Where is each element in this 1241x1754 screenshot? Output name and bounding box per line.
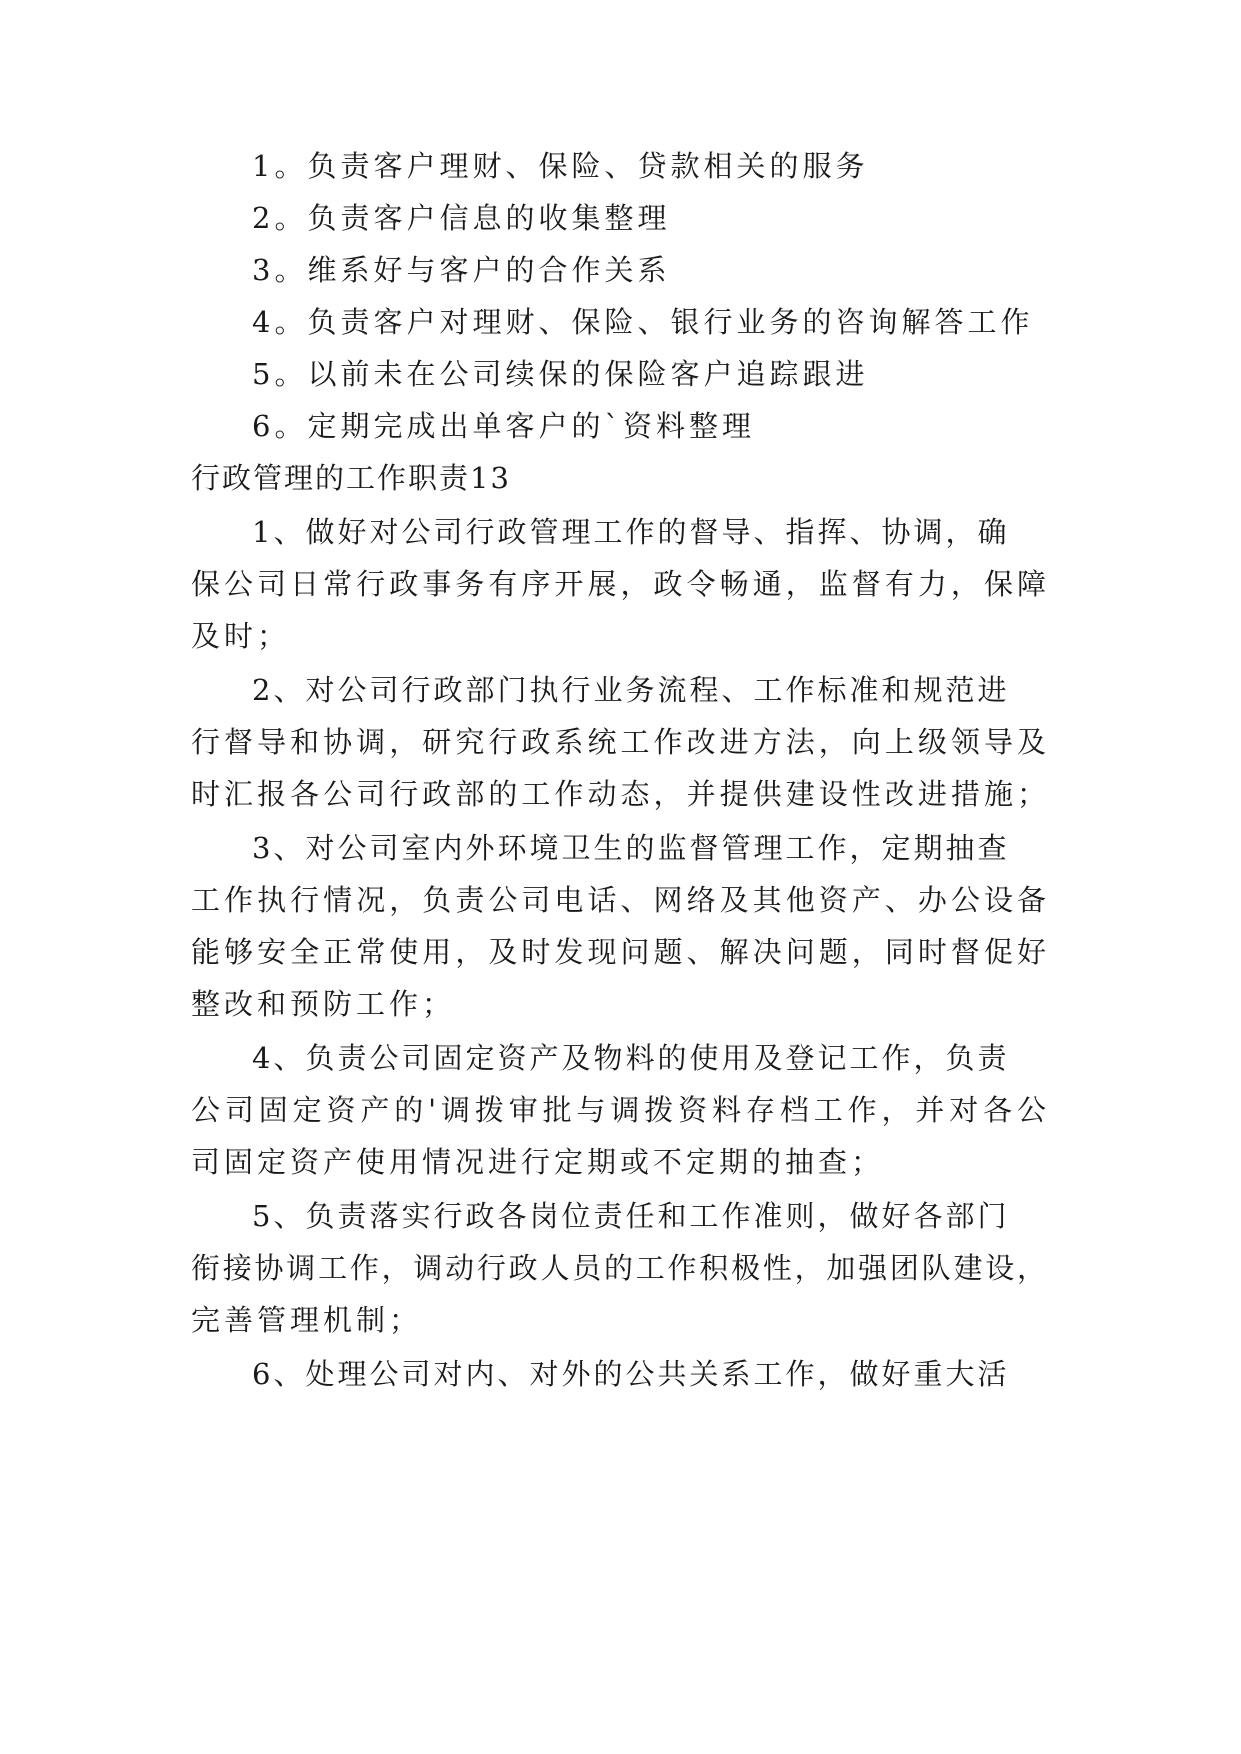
paragraph-line: 能够安全正常使用，及时发现问题、解决问题，同时督促好 <box>191 935 1046 969</box>
paragraph-line: 司固定资产使用情况进行定期或不定期的抽查； <box>191 1145 885 1179</box>
list-item: 3。维系好与客户的合作关系 <box>252 253 671 287</box>
section-heading: 行政管理的工作职责13 <box>191 461 511 495</box>
paragraph-line: 衔接协调工作，调动行政人员的工作积极性，加强团队建设， <box>191 1251 1046 1285</box>
list-item: 4。负责客户对理财、保险、银行业务的咨询解答工作 <box>252 305 1034 339</box>
paragraph-line: 5、负责落实行政各岗位责任和工作准则，做好各部门 <box>252 1199 1010 1233</box>
list-item: 1。负责客户理财、保险、贷款相关的服务 <box>252 149 869 183</box>
paragraph-line: 4、负责公司固定资产及物料的使用及登记工作，负责 <box>252 1041 1010 1075</box>
paragraph-line: 6、处理公司对内、对外的公共关系工作，做好重大活 <box>252 1357 1010 1391</box>
paragraph-line: 及时； <box>191 619 291 653</box>
list-item: 6。定期完成出单客户的`资料整理 <box>252 409 755 443</box>
paragraph-line: 2、对公司行政部门执行业务流程、工作标准和规范进 <box>252 673 1010 707</box>
paragraph-line: 时汇报各公司行政部的工作动态，并提供建设性改进措施； <box>191 777 1046 811</box>
paragraph-line: 公司固定资产的'调拨审批与调拨资料存档工作，并对各公 <box>191 1093 1046 1127</box>
paragraph-line: 保公司日常行政事务有序开展，政令畅通，监督有力，保障 <box>191 567 1046 601</box>
paragraph-line: 3、对公司室内外环境卫生的监督管理工作，定期抽查 <box>252 831 1010 865</box>
list-item: 5。以前未在公司续保的保险客户追踪跟进 <box>252 357 869 391</box>
paragraph-line: 1、做好对公司行政管理工作的督导、指挥、协调，确 <box>252 515 1010 549</box>
paragraph-line: 完善管理机制； <box>191 1303 423 1337</box>
paragraph-line: 行督导和协调，研究行政系统工作改进方法，向上级领导及 <box>191 725 1046 759</box>
paragraph-line: 工作执行情况，负责公司电话、网络及其他资产、办公设备 <box>191 883 1046 917</box>
list-item: 2。负责客户信息的收集整理 <box>252 201 671 235</box>
paragraph-line: 整改和预防工作； <box>191 987 456 1021</box>
